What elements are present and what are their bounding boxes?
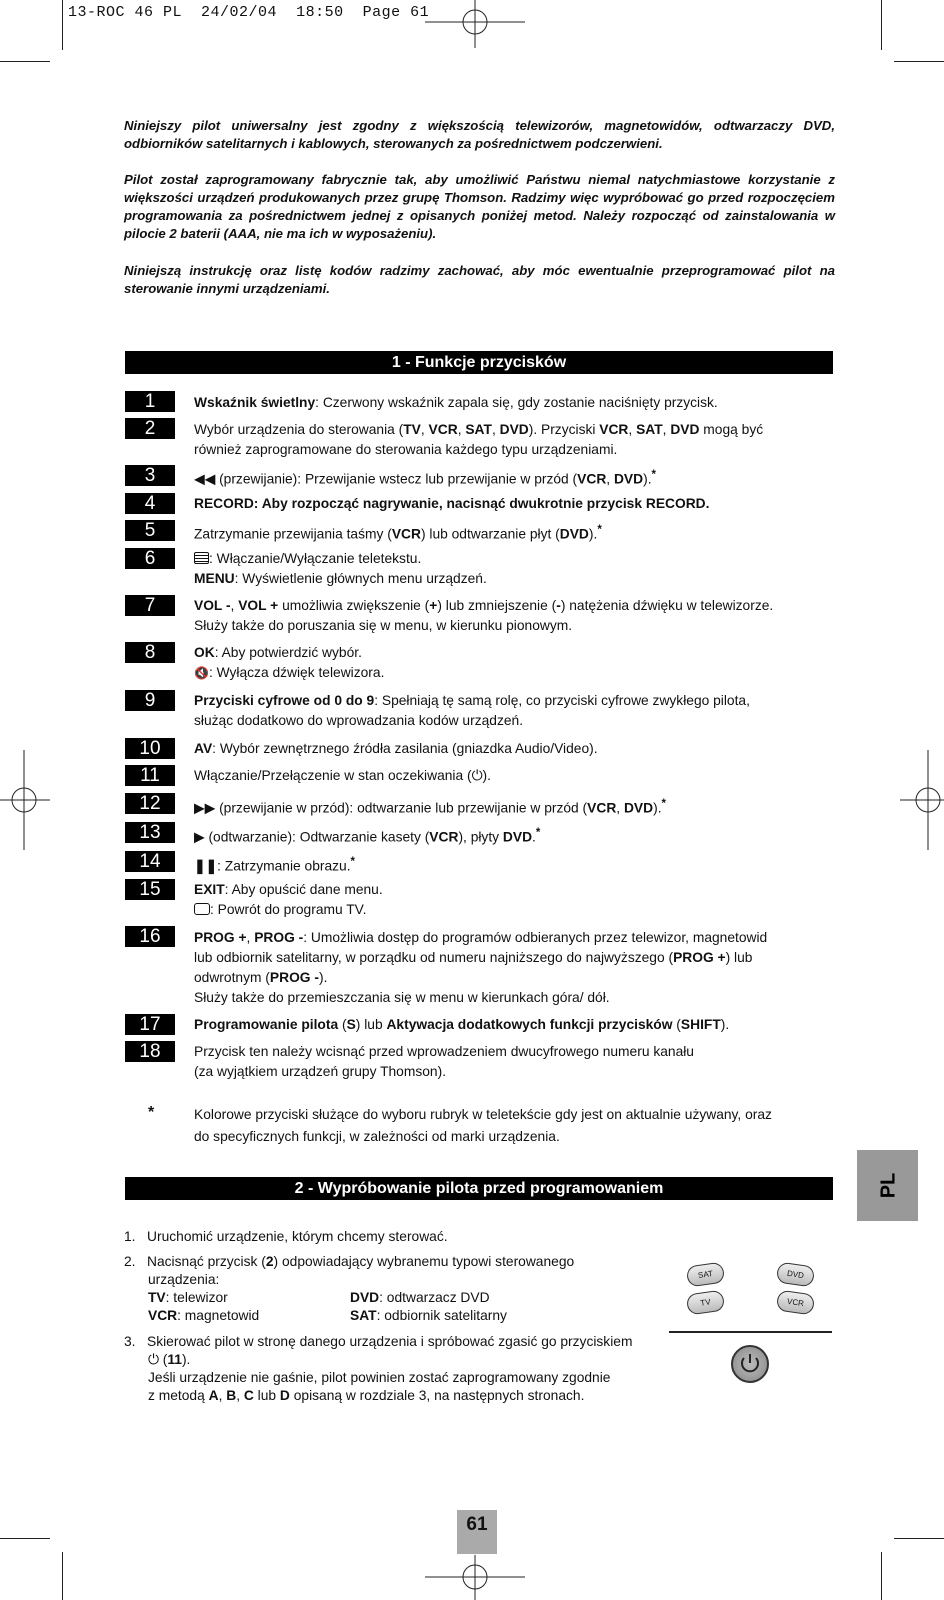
device-vcr: VCR: magnetowid	[148, 1308, 260, 1323]
item-number: 15	[125, 879, 175, 900]
power-icon: ⏻	[148, 1352, 159, 1367]
crop-mark	[0, 1538, 50, 1539]
item-number: 16	[125, 926, 175, 947]
item-11-text: Włączanie/Przełączenie w stan oczekiwania (⏻).	[194, 768, 491, 783]
item-13-text: ▶ (odtwarzanie): Odtwarzanie kasety (VCR), płyty DVD.*	[194, 827, 541, 845]
registration-mark-right	[900, 750, 944, 850]
crop-mark	[62, 1552, 63, 1600]
item-14-text: ❚❚: Zatrzymanie obrazu.*	[194, 856, 356, 874]
illustration-divider	[669, 1331, 832, 1333]
device-tv: TV: telewizor	[148, 1290, 228, 1305]
item-1-text: Wskaźnik świetlny: Czerwony wskaźnik zapala się, gdy zostanie naciśnięty przycisk.	[194, 395, 718, 410]
item-number: 5	[125, 520, 175, 541]
item-number: 3	[125, 465, 175, 486]
crop-mark	[894, 61, 944, 62]
page-number: 61	[457, 1510, 497, 1554]
item-7-text: VOL -, VOL + umożliwia zwiększenie (+) lub zmniejszenie (-) natężenia dźwięku w telewizorze. Służy także do poruszania się w menu, w kierunku pionowym.	[194, 598, 774, 633]
section-2-title: 2 - Wypróbowanie pilota przed programowaniem	[125, 1177, 833, 1200]
pause-icon: ❚❚	[194, 858, 218, 874]
step-2: 2. Nacisnąć przycisk (2) odpowiadający wybranemu typowi sterowanego urządzenia:	[124, 1254, 575, 1287]
item-5-text: Zatrzymanie przewijania taśmy (VCR) lub odtwarzanie płyt (DVD).*	[194, 524, 602, 542]
fast-forward-icon: ▶▶	[194, 800, 216, 816]
item-number: 11	[125, 765, 175, 786]
print-header: 13-ROC 46 PL 24/02/04 18:50 Page 61	[68, 4, 430, 21]
item-9-text: Przyciski cyfrowe od 0 do 9: Spełniają tę samą rolę, co przyciski cyfrowe zwykłego pilota, służąc dodatkowo do wprowadzania kodów urządzeń.	[194, 693, 750, 728]
crop-mark	[894, 1538, 944, 1539]
intro-paragraph: Pilot został zaprogramowany fabrycznie tak, aby umożliwić Państwu niemal natychmiastowe korzystanie z większości urządzeń produkowanych przez grupę Thomson. Radzimy więc wypróbować go przed rozpoczęciem programowania za pośrednictwem jednej z opisanych poniżej metod. Należy rozpocząć od zainstalowania w pilocie 2 baterii (AAA, nie ma ich w wyposażeniu).	[124, 172, 835, 241]
item-number: 7	[125, 595, 175, 616]
item-number: 6	[125, 548, 175, 569]
item-number: 4	[125, 493, 175, 514]
registration-mark-left	[0, 750, 50, 850]
item-number: 9	[125, 690, 175, 711]
item-number: 2	[125, 418, 175, 439]
item-3-text: ◀◀ (przewijanie): Przewijanie wstecz lub przewijanie w przód (VCR, DVD).*	[194, 469, 657, 487]
crop-mark	[881, 1552, 882, 1600]
footnote-text: Kolorowe przyciski służące do wyboru rubryk w teletekście gdy jest on aktualnie używany, oraz do specyficznych funkcji, w zależności od marki urządzenia.	[194, 1107, 772, 1144]
sat-button: SAT	[686, 1262, 726, 1288]
step-3: 3. Skierować pilot w stronę danego urządzenia i spróbować zgasić go przyciskiem ⏻ (11). Jeśli urządzenie nie gaśnie, pilot powinien zostać zaprogramowany zgodnie z metodą A, B, C lub D opisaną w rozdziale 3, na następnych stronach.	[124, 1334, 633, 1403]
intro-paragraph: Niniejszą instrukcję oraz listę kodów radzimy zachować, aby móc ewentualnie przeprogramować pilot na sterowanie innymi urządzeniami.	[124, 263, 835, 296]
step-1: 1. Uruchomić urządzenie, którym chcemy sterować.	[124, 1229, 448, 1244]
item-10-text: AV: Wybór zewnętrznego źródła zasilania (gniazdka Audio/Video).	[194, 741, 598, 756]
mute-icon: 🔇	[194, 666, 209, 680]
footnote-star: *	[148, 1104, 155, 1121]
item-number: 17	[125, 1014, 175, 1035]
item-number: 8	[125, 642, 175, 663]
item-18-text: Przycisk ten należy wcisnąć przed wprowadzeniem dwucyfrowego numeru kanału (za wyjątkiem urządzeń grupy Thomson).	[194, 1044, 694, 1079]
item-16-text: PROG +, PROG -: Umożliwia dostęp do programów odbieranych przez telewizor, magnetowid lub odbiornik satelitarny, w porządku od numeru najniższego do najwyższego (PROG +) lub odwrotnym (PROG -). Służy także do przemieszczania się w menu w kierunkach góra/ dół.	[194, 930, 768, 1005]
rewind-icon: ◀◀	[194, 471, 216, 487]
item-number: 1	[125, 391, 175, 412]
vcr-button: VCR	[776, 1290, 816, 1316]
tv-button: TV	[686, 1290, 726, 1316]
teletext-icon	[194, 552, 209, 564]
language-tab: PL	[857, 1150, 918, 1221]
intro-paragraph: Niniejszy pilot uniwersalny jest zgodny z większością telewizorów, magnetowidów, odtwarzaczy DVD, odbiorników satelitarnych i kablowych, sterowanych za pośrednictwem podczerwieni.	[124, 118, 835, 151]
item-number: 12	[125, 793, 175, 814]
power-icon: ⏻	[471, 768, 483, 783]
power-button-illustration	[731, 1345, 769, 1383]
item-12-text: ▶▶ (przewijanie w przód): odtwarzanie lub przewijanie w przód (VCR, DVD).*	[194, 798, 667, 816]
registration-mark-top	[425, 0, 525, 50]
item-6-text: : Włączanie/Wyłączanie teletekstu. MENU: Wyświetlenie głównych menu urządzeń.	[194, 551, 487, 586]
crop-mark	[881, 0, 882, 50]
item-4-text: RECORD: Aby rozpocząć nagrywanie, nacisnąć dwukrotnie przycisk RECORD.	[194, 496, 710, 511]
item-15-text: EXIT: Aby opuścić dane menu. : Powrót do programu TV.	[194, 882, 383, 917]
dvd-button: DVD	[776, 1262, 816, 1288]
crop-mark	[0, 61, 50, 62]
tv-icon	[194, 903, 210, 915]
power-icon	[733, 1347, 767, 1381]
play-icon: ▶	[194, 829, 205, 845]
item-number: 18	[125, 1041, 175, 1062]
item-number: 10	[125, 738, 175, 759]
item-number: 14	[125, 851, 175, 872]
section-1-title: 1 - Funkcje przycisków	[125, 351, 833, 374]
item-number: 13	[125, 822, 175, 843]
device-dvd: DVD: odtwarzacz DVD	[350, 1290, 490, 1305]
item-8-text: OK: Aby potwierdzić wybór. 🔇: Wyłącza dźwięk telewizora.	[194, 645, 385, 680]
item-2-text: Wybór urządzenia do sterowania (TV, VCR, SAT, DVD). Przyciski VCR, SAT, DVD mogą być również zaprogramowane do sterowania każdego typu urządzeniami.	[194, 422, 764, 457]
device-sat: SAT: odbiornik satelitarny	[350, 1308, 507, 1323]
registration-mark-bottom	[425, 1555, 525, 1600]
item-17-text: Programowanie pilota (S) lub Aktywacja dodatkowych funkcji przycisków (SHIFT).	[194, 1017, 730, 1032]
crop-mark	[62, 0, 63, 50]
